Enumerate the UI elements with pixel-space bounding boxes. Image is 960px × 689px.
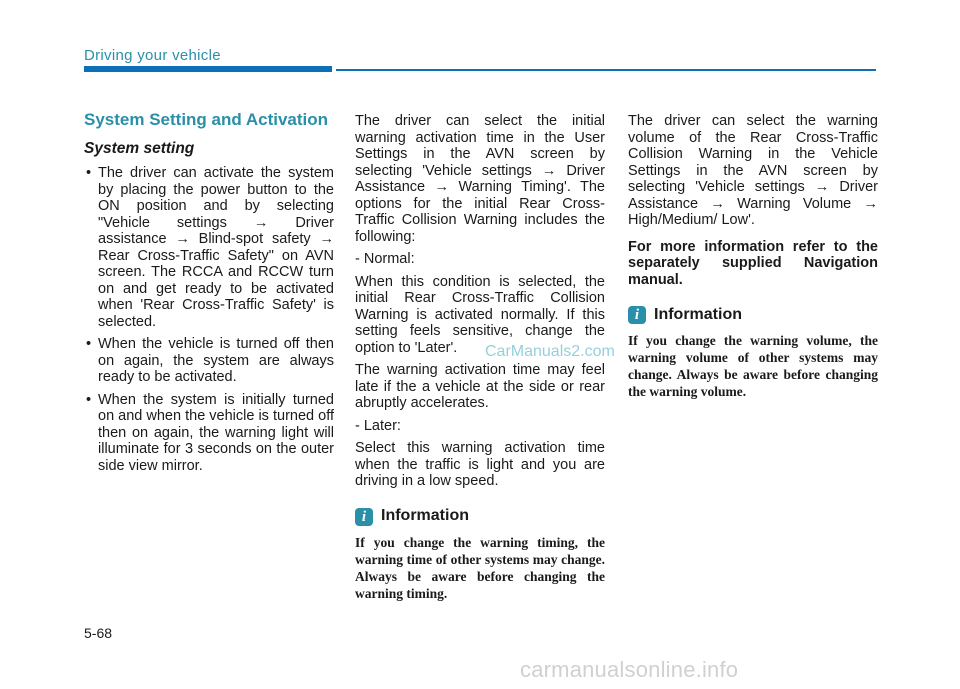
watermark-footer: carmanualsonline.info (520, 657, 739, 682)
information-heading (628, 306, 878, 324)
column-right (628, 113, 878, 406)
column-left (84, 98, 334, 480)
section-title: Driving your vehicle (84, 47, 221, 64)
information-title: Information (381, 507, 469, 525)
paragraph: The warning activation time may feel late if the a vehicle at the side or rear abruptly accelerates. (355, 362, 605, 411)
information-text: If you change the warning timing, the warning time of other systems may change. Always be aware before changing the warning timing. (355, 534, 605, 601)
information-title: Information (654, 305, 742, 323)
section-heading: System Setting and Activation (84, 110, 329, 129)
page-number: 5-68 (84, 625, 113, 641)
bullet-list (84, 165, 334, 474)
header-accent-bar (84, 66, 332, 72)
paragraph: When this condition is selected, the initial Rear Cross-Traffic Collision Warning is activated normally. If this setting feels sensitive, change the option to 'Later'. (355, 273, 605, 356)
info-icon: i (355, 508, 373, 526)
watermark: CarManuals2.com (485, 343, 615, 360)
paragraph: Select this warning activation time when the traffic is light and you are driving in a low speed. (355, 440, 605, 489)
paragraph: The driver can select the warning volume of the Rear Cross-Traffic Collision Warning in the Vehicle Settings in the AVN screen by selecting 'Vehicle settings → Driver Assistance → Warning Volume → High/Medium/ Low'. (628, 113, 878, 228)
info-icon: i (628, 306, 646, 324)
option-label-normal: - Normal: (355, 251, 415, 267)
information-text: If you change the warning volume, the warning volume of other systems may change. Always be aware before changing the warning volume. (628, 333, 878, 399)
list-item: • When the system is initially turned on and when the vehicle is turned off then on again, the warning light will illuminate for 3 seconds on the outer side view mirror. (84, 392, 334, 475)
navigation-note: For more information refer to the separately supplied Navigation manual. (628, 238, 878, 288)
header-rule (336, 69, 876, 71)
list-item: • When the vehicle is turned off then on again, the system are always ready to be activated. (84, 336, 334, 386)
list-item: • The driver can activate the system by placing the power button to the ON position and by selecting "Vehicle settings → Driver assistance → Blind-spot safety → Rear Cross-Traffic Safety" on AVN screen. The RCCA and RCCW turn on and get ready to be activated when 'Rear Cross-Traffic Safety' is selected. (84, 165, 334, 330)
paragraph: The driver can select the initial warning activation time in the User Settings in the AVN screen by selecting 'Vehicle settings → Driver Assistance → Warning Timing'. The options for the initial Rear Cross-Traffic Collision Warning includes the following: (355, 113, 605, 245)
information-heading (355, 508, 605, 526)
subsection-heading: System setting (84, 139, 195, 157)
option-label-later: - Later: (355, 417, 401, 434)
